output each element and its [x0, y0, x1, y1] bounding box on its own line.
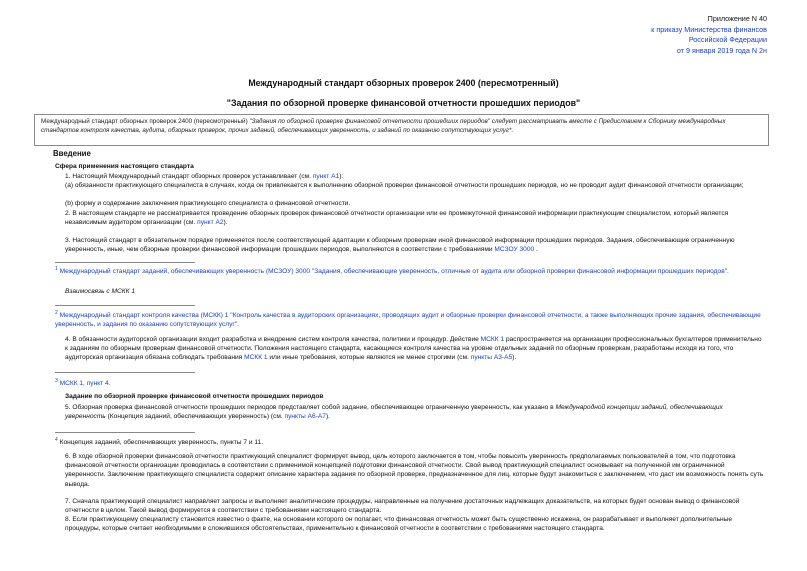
footnote-3-marker[interactable]: 3 [55, 378, 58, 384]
section-heading-scope: Сфера применения настоящего стандарта [55, 163, 194, 170]
paragraph-5-tail: ). [325, 413, 330, 421]
footnote-1-interaction: Взаимосвязь с МСКК 1 [65, 288, 136, 295]
paragraph-1b: (b) форму и содержание заключения практикующего специалиста о финансовой отчетности. [65, 200, 351, 207]
footnote-3-link[interactable]: МСКК 1, пункт 4. [57, 380, 111, 388]
document-title: Международный стандарт обзорных проверок 2400 (пересмотренный) [248, 78, 559, 88]
paragraph-1-tail: ): [339, 173, 344, 180]
paragraph-4-middle: распространяется на организации профессиональных бухгалтеров применительно к заданиям по обзорным проверкам финансовой отчетности. Положения настоящего стандарта, касающиеся контроля качества на уровне отдельных заданий по обзорным проверкам, разработаны исходя из того, что аудиторская организация обязана соблюдать требования [65, 336, 762, 362]
appendix-number: Приложение N 40 [707, 14, 767, 23]
paragraph-5-middle: (Концепция заданий, обеспечивающих уверенность) (см. [105, 413, 285, 421]
paragraph-2 [65, 209, 765, 227]
paragraph-6: 6. В ходе обзорной проверки финансовой отчетности практикующий специалист формирует вывод, цель которого заключается в том, чтобы повысить уверенность предполагаемых пользователей в том, что подготовка финансовой отчетности организации проводилась в соответствии с применимой концепцией подготовки финансовой отчетности. Свой вывод практикующий специалист основывает на полученной им ограниченной уверенности. Заключение практикующего специалиста содержит описание характера задания по обзорной проверке, предназначенное для лиц, которые будут знакомиться с заключением, что даст им возможность понять суть вывода. [65, 453, 764, 488]
footnote-4 [55, 436, 767, 447]
preface-note-box [34, 114, 769, 146]
footnote-4-marker[interactable]: 4 [55, 437, 58, 443]
paragraph-5-text: 5. Обзорная проверка финансовой отчетности прошедших периодов представляет собой задание, обеспечивающее ограниченную уверенность, как указано в [65, 404, 556, 411]
footnote-1 [55, 265, 767, 276]
paragraph-3-tail: . [534, 246, 538, 254]
appendix-reference [651, 14, 767, 56]
paragraph-7: 7. Сначала практикующий специалист направляет запросы и выполняет аналитические процедуры, направленные на получение достаточных надлежащих доказательств, на которых будет основан вывод о финансовой отчетности в целом. Такой вывод формируется в соответствии с требованиями настоящего стандарта. [65, 498, 740, 515]
link-paragraph-a1[interactable]: пункт A1 [312, 173, 340, 180]
footnote-2 [55, 309, 767, 330]
paragraph-1a: (a) обязанности практикующего специалиста в случаях, когда он привлекается к выполнению обзорной проверки финансовой отчетности прошедших периодов, но не проводит аудит финансовой отчетности организации; [65, 182, 744, 189]
preface-note-lead: Международный стандарт обзорных проверок 2400 (пересмотренный) [41, 118, 248, 125]
section-heading-review-task: Задание по обзорной проверке финансовой отчетности прошедших периодов [65, 393, 324, 400]
paragraph-2-text: 2. В настоящем стандарте не рассматривается проведение обзорных проверок финансовой отчетности организации или ее промежуточной финансовой информации практикующим специалистом, который является независимым аудитором организации (см. [65, 210, 729, 227]
footnote-divider-4 [55, 432, 195, 433]
appendix-order-link[interactable]: к приказу Министерства финансов [651, 24, 767, 34]
link-paragraphs-a6-a7[interactable]: пункты A6-A7 [284, 413, 326, 421]
footnote-3 [55, 377, 767, 388]
paragraph-1-text: 1. Настоящий Международный стандарт обзорных проверок устанавливает (см. [65, 173, 313, 180]
footnote-divider-3 [55, 372, 195, 373]
link-isae-3000[interactable]: МСЗОУ 3000 [494, 246, 535, 254]
footnote-divider-1 [55, 262, 195, 263]
paragraph-3 [65, 236, 765, 254]
paragraph-4-text: 4. В обязанности аудиторской организации входит разработка и внедрение систем контроля качества, политики и процедур. Действие [65, 336, 481, 343]
paragraph-3-text: 3. Настоящий стандарт в обязательном порядке применяется после соответствующей адаптации к обзорным проверкам иной финансовой информации прошедших периодов. Задания, обеспечивающие ограниченную уверенность, иные, чем обзорные проверки финансовой информации прошедших периодов, выполняются в соответствии с требованиями [65, 237, 735, 254]
link-iscq1-second[interactable]: МСКК 1 [244, 354, 268, 362]
appendix-ministry-link[interactable]: Российской Федерации [688, 35, 767, 44]
footnote-1-marker[interactable]: 1 [55, 266, 58, 272]
paragraph-4-tail: ). [512, 354, 517, 362]
link-paragraphs-a3-a5[interactable]: пункты A3-A5 [470, 354, 513, 362]
footnote-2-link[interactable]: Международный стандарт контроля качества (МСКК) 1 "Контроль качества в аудиторских организациях, проводящих аудит и обзорные проверки финансовой отчетности, а также выполняющих прочие задания, обеспечивающие уверенность, и задания по оказанию сопутствующих услуг". [55, 312, 761, 329]
footnote-1-link[interactable]: Международный стандарт заданий, обеспечивающих уверенность (МСЗОУ) 3000 "Задания, обеспечивающие уверенность, отличные от аудита или обзорной проверки финансовой информации прошедших периодов". [57, 268, 729, 276]
paragraph-4-middle-2: или иные требования, которые являются не менее строгими (см. [267, 354, 471, 362]
footnote-divider-2 [55, 305, 195, 306]
paragraph-8: 8. Если практикующему специалисту становится известно о факте, на основании которого он полагает, что финансовая отчетность может быть существенно искажена, он разрабатывает и выполняет дополнительные процедуры, которые считает необходимыми в сложившихся обстоятельствах, применительно к финансовой отчетности в соответствии с требованиями настоящего стандарта. [65, 516, 733, 533]
paragraph-2-tail: ). [223, 219, 228, 227]
paragraph-5 [65, 403, 765, 421]
paragraph-1 [65, 172, 775, 181]
footnote-2-marker[interactable]: 2 [55, 310, 58, 316]
appendix-date-link[interactable]: от 9 января 2019 года N 2н [676, 45, 767, 55]
preface-note-text: "Задания по обзорной проверке финансовой отчетности прошедших периодов" следует рассматривать вместе с Предисловием к Сборнику международных стандартов контроля качества, аудита, обзорных проверок, прочих заданий, обеспечивающих уверенность, и заданий по оказанию сопутствующих услуг*. [41, 118, 726, 134]
paragraph-5-framework: Международной концепции заданий, обеспечивающих уверенность [65, 404, 723, 421]
link-paragraph-a2[interactable]: пункт A2 [197, 219, 224, 227]
link-iscq1-first[interactable]: МСКК 1 [480, 336, 505, 343]
document-subtitle: "Задания по обзорной проверке финансовой отчетности прошедших периодов" [226, 98, 581, 108]
section-heading-introduction: Введение [53, 149, 91, 158]
paragraph-4 [65, 335, 765, 363]
footnote-4-text: Концепция заданий, обеспечивающих уверенность, пункты 7 и 11. [57, 439, 264, 447]
